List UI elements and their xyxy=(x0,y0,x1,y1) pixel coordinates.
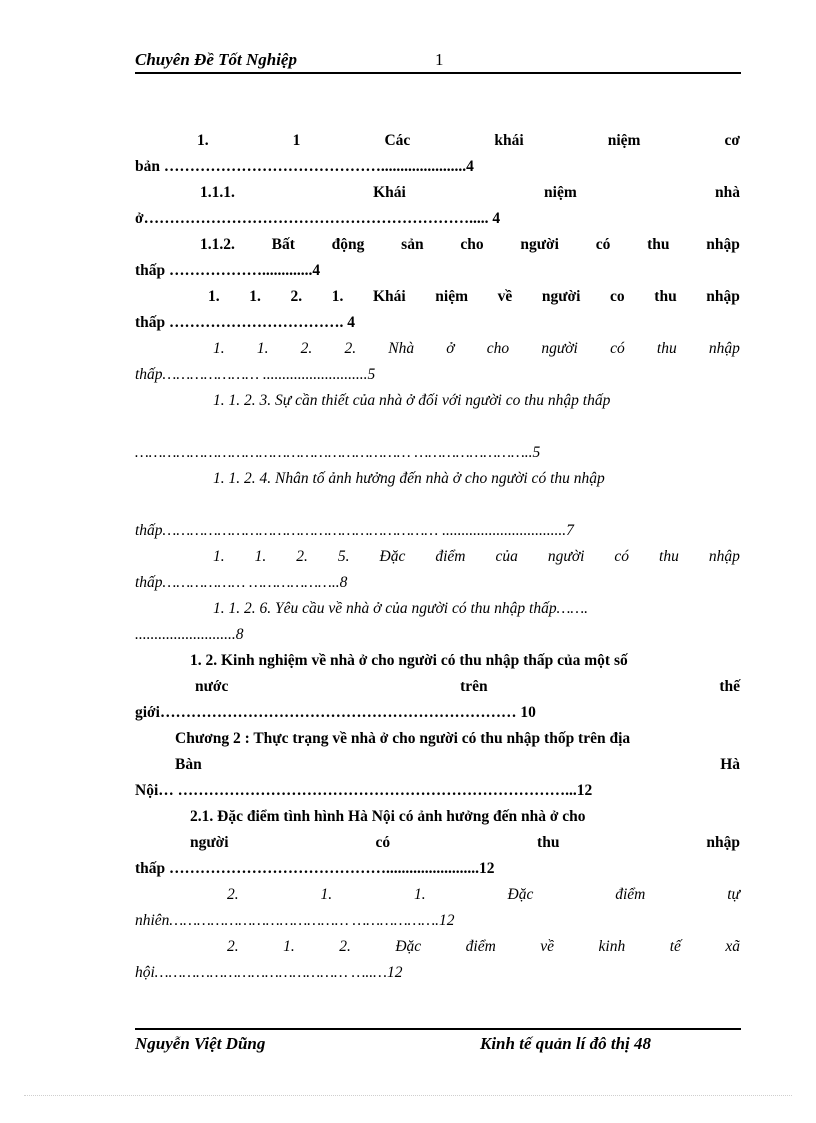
toc-entry-13-cont: nhiên………………………………… ……………….12 xyxy=(135,912,455,929)
header-page-number: 1 xyxy=(435,50,444,69)
toc-entry-8: 1. 1. 2. 5. Đặc điểm của người có thu nhập xyxy=(213,548,740,565)
header-title: Chuyên Đề Tốt Nghiệp xyxy=(135,50,297,69)
toc-entry-7-cont: thấp…………………………………………………… ................................7 xyxy=(135,522,574,539)
toc-entry-5-cont: thấp………………… ...........................5 xyxy=(135,366,376,383)
toc-entry-14-cont: hội…………………………………… …..…12 xyxy=(135,964,403,981)
page-bottom-divider xyxy=(24,1095,792,1096)
toc-entry-11-cont: Nội… …………………………………………………………………...12 xyxy=(135,782,593,799)
toc-entry-9: 1. 1. 2. 6. Yêu cầu về nhà ở của người có thu nhập thấp……. xyxy=(213,600,589,617)
toc-entry-12: 2.1. Đặc điểm tình hình Hà Nội có ảnh hưởng đến nhà ở cho xyxy=(190,808,586,825)
toc-entry-7: 1. 1. 2. 4. Nhân tố ảnh hưởng đến nhà ở cho người có thu nhập xyxy=(213,470,605,487)
toc-entry-4-cont: thấp ……………………………. 4 xyxy=(135,314,356,331)
toc-entry-10-line2: nước trên thế xyxy=(195,678,740,695)
toc-entry-11-line2: Bàn Hà xyxy=(175,756,740,773)
toc-entry-12-line2: người có thu nhập xyxy=(190,834,740,851)
toc-entry-10-cont: giới…………………………………………………………… 10 xyxy=(135,704,536,721)
toc-entry-4: 1. 1. 2. 1. Khái niệm về người co thu nhập xyxy=(208,288,740,305)
toc-entry-2: 1.1.1. Khái niệm nhà xyxy=(200,184,740,201)
toc-entry-10: 1. 2. Kinh nghiệm về nhà ở cho người có thu nhập thấp của một số xyxy=(190,652,628,669)
toc-entry-9-cont: ..........................8 xyxy=(135,626,244,643)
toc-entry-3: 1.1.2. Bất động sản cho người có thu nhập xyxy=(200,236,740,253)
toc-entry-11: Chương 2 : Thực trạng về nhà ở cho người có thu nhập thốp trên địa xyxy=(175,730,631,747)
footer-department: Kinh tế quản lí đô thị 48 xyxy=(480,1034,651,1053)
page-footer xyxy=(135,1028,741,1053)
toc-entry-3-cont: thấp ……………….............4 xyxy=(135,262,321,279)
footer-author: Nguyễn Việt Dũng xyxy=(135,1034,266,1053)
toc-entry-12-cont: thấp ……………………………………........................12 xyxy=(135,860,495,877)
toc-entry-13: 2. 1. 1. Đặc điểm tự xyxy=(227,886,740,903)
toc-entry-5: 1. 1. 2. 2. Nhà ở cho người có thu nhập xyxy=(213,340,740,357)
toc-entry-2-cont: ở………………………………………………………..... 4 xyxy=(135,210,501,227)
toc-entry-6: 1. 1. 2. 3. Sự cần thiết của nhà ở đối với người co thu nhập thấp xyxy=(213,392,611,409)
toc-entry-6-cont: …………………………………………………… ……………………..5 xyxy=(135,444,541,461)
toc-entry-1-cont: bản ……………………………………......................4 xyxy=(135,158,474,175)
toc-entry-14: 2. 1. 2. Đặc điểm về kinh tế xã xyxy=(227,938,740,955)
toc-entry-1: 1. 1 Các khái niệm cơ xyxy=(197,132,740,149)
page-header xyxy=(135,50,741,74)
table-of-contents xyxy=(135,128,740,986)
toc-entry-8-cont: thấp……………… ………………..8 xyxy=(135,574,348,591)
